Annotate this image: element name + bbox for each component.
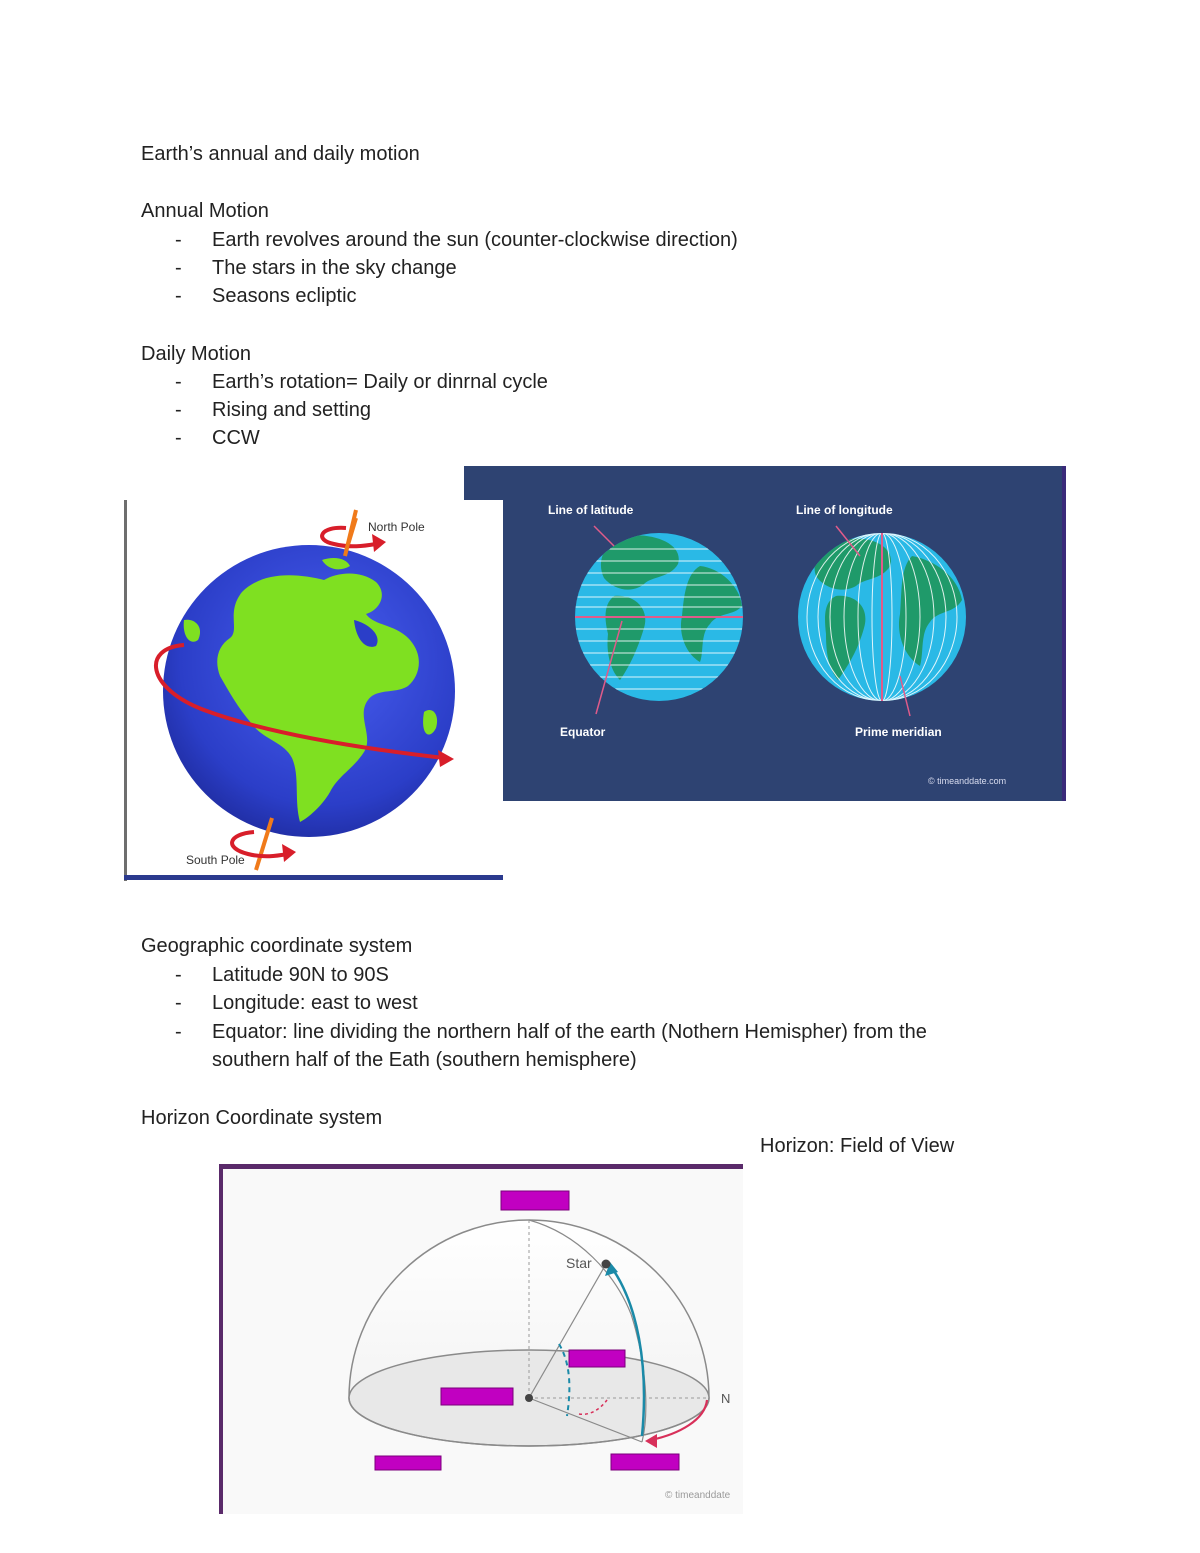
geographic-item-continued: southern half of the Eath (southern hemisphere) <box>212 1049 637 1071</box>
star-label: Star <box>566 1255 592 1271</box>
page-title: Earth’s annual and daily motion <box>141 143 420 165</box>
horizon-side-note: Horizon: Field of View <box>760 1135 955 1157</box>
annual-heading: Annual Motion <box>141 200 269 222</box>
horizon-heading: Horizon Coordinate system <box>141 1107 383 1129</box>
altitude-label-box <box>569 1350 625 1367</box>
bullet-dash: - <box>175 399 182 421</box>
equator-label: Equator <box>560 725 606 739</box>
bullet-dash: - <box>175 1021 182 1043</box>
zenith-label-box <box>501 1191 569 1210</box>
horizon-diagram-figure <box>219 1164 743 1514</box>
prime-meridian-label: Prime meridian <box>855 725 942 739</box>
annual-item: The stars in the sky change <box>212 257 457 279</box>
bullet-dash: - <box>175 427 182 449</box>
geographic-heading: Geographic coordinate system <box>141 935 413 957</box>
north-pole-label: North Pole <box>368 520 425 534</box>
annual-item: Seasons ecliptic <box>212 285 357 307</box>
bullet-dash: - <box>175 229 182 251</box>
daily-item: CCW <box>212 427 260 449</box>
geographic-item: Equator: line dividing the northern half of the earth (Nothern Hemispher) from the <box>212 1021 927 1043</box>
bullet-dash: - <box>175 257 182 279</box>
azimuth-label-box <box>611 1454 679 1470</box>
daily-item: Rising and setting <box>212 399 371 421</box>
line-of-latitude-label: Line of latitude <box>548 503 634 517</box>
geographic-item: Latitude 90N to 90S <box>212 964 389 986</box>
timeanddate-credit: © timeanddate <box>665 1490 731 1501</box>
south-pole-label: South Pole <box>186 853 245 867</box>
line-of-longitude-label: Line of longitude <box>796 503 893 517</box>
geographic-item: Longitude: east to west <box>212 992 418 1014</box>
bullet-dash: - <box>175 371 182 393</box>
lat-long-figure <box>464 466 1066 801</box>
timeanddate-credit: © timeanddate.com <box>928 776 1007 786</box>
earth-rotation-figure <box>124 500 503 881</box>
bullet-dash: - <box>175 285 182 307</box>
observer-label-box <box>441 1388 513 1405</box>
earth-globe <box>163 545 455 837</box>
bullet-dash: - <box>175 992 182 1014</box>
horizon-label-box <box>375 1456 441 1470</box>
daily-item: Earth’s rotation= Daily or dinrnal cycle <box>212 371 548 393</box>
annual-item: Earth revolves around the sun (counter-clockwise direction) <box>212 229 738 251</box>
bullet-dash: - <box>175 964 182 986</box>
daily-heading: Daily Motion <box>141 343 252 365</box>
north-label: N <box>721 1391 731 1406</box>
